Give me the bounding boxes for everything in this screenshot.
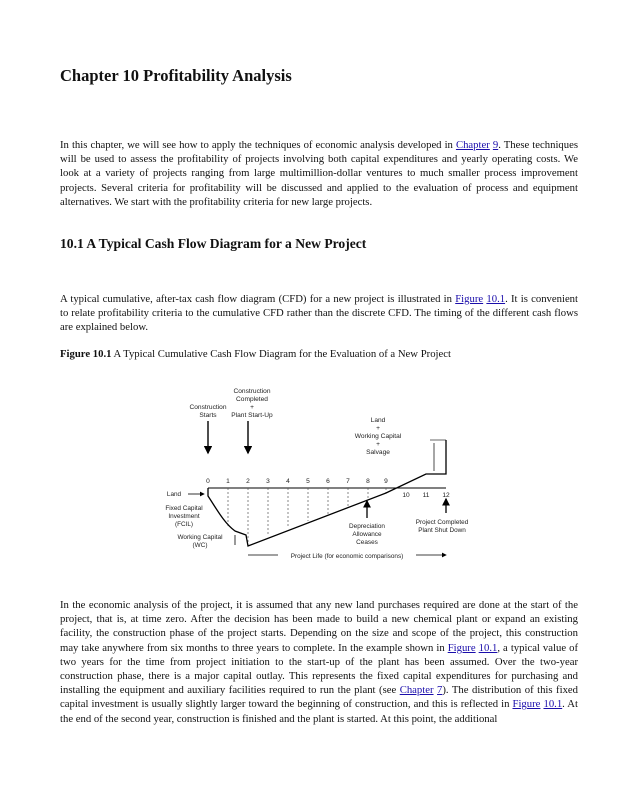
chapter-title: Chapter 10 Profitability Analysis bbox=[60, 66, 292, 85]
salvage-plus-1: + bbox=[376, 425, 380, 432]
body-chapter-number-link[interactable]: 7 bbox=[437, 684, 443, 697]
construction-completed-line-2: Completed bbox=[236, 396, 268, 403]
body-paragraph: In the economic analysis of the project, it is assumed that any new land purchases required are done at the start of the project, that is, at time zero. After the decision has been made to build a new chemical plant or expand an existing facility, the construction phase of the project starts. Depending on the size and scope of the project, this construction may take anywhere from six months to three years to complete. In the example shown in Figure 10.1, a typical value of two years for the time from project initiation to the start-up of the plant has been assumed. Over the two-year construction phase, there is a major capital outlay. This represents the fixed capital expenditures for purchasing and installing the equipment and auxiliary facilities required to run the plant (see Chapter 7). The distribution of this fixed capital investment is usually slightly larger toward the beginning of construction, and this is reflected in Figure 10.1. At the end of the second year, construction is finished and the plant is started. At this point, the additional bbox=[60, 599, 579, 725]
depreciation-line-2: Allowance bbox=[352, 531, 382, 538]
body-figure-link-1[interactable]: Figure bbox=[447, 641, 476, 654]
section-title: 10.1 A Typical Cash Flow Diagram for a New Project bbox=[60, 236, 367, 251]
chapter-9-number-link[interactable]: 9 bbox=[492, 139, 499, 151]
land-label: Land bbox=[166, 491, 182, 498]
tick-label-4: 4 bbox=[286, 478, 290, 485]
wc-line-2: (WC) bbox=[192, 542, 208, 549]
body-figure-link-2[interactable]: Figure bbox=[512, 698, 541, 711]
cash-flow-diagram bbox=[150, 383, 480, 573]
bottom-tick-labels bbox=[402, 492, 450, 499]
intro-text-1: In this chapter, we will see how to apply the techniques of economic analysis developed in bbox=[60, 139, 456, 151]
depreciation-line-1: Depreciation bbox=[349, 523, 385, 530]
project-life-label: Project Life (for economic comparisons) bbox=[290, 553, 404, 560]
tick-label-2: 2 bbox=[246, 478, 250, 485]
tick-label-9: 9 bbox=[384, 478, 388, 485]
depreciation-line-3: Ceases bbox=[356, 539, 378, 546]
body-chapter-link[interactable]: Chapter bbox=[399, 684, 434, 697]
figure-10-1-number-link[interactable]: 10.1 bbox=[486, 293, 506, 305]
project-completed-line-2: Plant Shut Down bbox=[418, 527, 466, 534]
figure-10-1-link[interactable]: Figure bbox=[455, 293, 484, 305]
construction-completed-plus: + bbox=[250, 404, 254, 411]
tick-label-1: 1 bbox=[226, 478, 230, 485]
salvage-line-1: Land bbox=[370, 417, 386, 424]
tick-label-8: 8 bbox=[366, 478, 370, 485]
intro-text-2: . These techniques will be used to assess the profitability of projects involving both capital expenditures and yearly operating costs. We look at a variety of projects ranging from large multimillion-dollar ventures to much smaller process improvement projects. Several criteria for profitability will be discussed and applied to the evaluation of process and equipment alternatives. We start with the profitability criteria for new large projects. bbox=[60, 139, 579, 208]
intro-paragraph bbox=[60, 138, 578, 209]
fci-line-1: Fixed Capital bbox=[165, 505, 203, 512]
section-paragraph: A typical cumulative, after-tax cash flow diagram (CFD) for a new project is illustrated in Figure 10.1. It is convenient to relate profitability criteria to the cumulative CFD rather than the discrete CFD. The timing of the different cash flows are explained below. bbox=[60, 293, 578, 334]
construction-starts-line-2: Starts bbox=[199, 412, 217, 419]
construction-starts-line-1: Construction bbox=[189, 404, 227, 411]
tick-label-11: 11 bbox=[422, 492, 430, 499]
salvage-line-5: Salvage bbox=[366, 449, 390, 456]
tick-label-0: 0 bbox=[206, 478, 210, 485]
construction-completed-line-4: Plant Start-Up bbox=[231, 412, 273, 419]
tick-label-5: 5 bbox=[306, 478, 310, 485]
tick-label-7: 7 bbox=[346, 478, 350, 485]
figure-label: Figure 10.1 bbox=[60, 348, 112, 360]
wc-line-1: Working Capital bbox=[177, 534, 223, 541]
body-figure-number-link-1[interactable]: 10.1 bbox=[478, 641, 498, 654]
fci-line-2: Investment bbox=[168, 513, 200, 520]
cash-flow-diagram-svg bbox=[150, 383, 480, 573]
chapter-9-link[interactable]: Chapter bbox=[455, 139, 490, 151]
tick-label-12: 12 bbox=[442, 492, 450, 499]
cumulative-cash-flow-curve bbox=[208, 440, 446, 546]
top-tick-labels bbox=[206, 478, 388, 485]
body-figure-number-link-2[interactable]: 10.1 bbox=[543, 698, 563, 711]
figure-caption-text: A Typical Cumulative Cash Flow Diagram for the Evaluation of a New Project bbox=[111, 348, 451, 360]
construction-completed-line-1: Construction bbox=[233, 388, 271, 395]
salvage-plus-2: + bbox=[376, 441, 380, 448]
tick-label-10: 10 bbox=[402, 492, 410, 499]
tick-label-6: 6 bbox=[326, 478, 330, 485]
tick-label-3: 3 bbox=[266, 478, 270, 485]
salvage-line-3: Working Capital bbox=[354, 433, 402, 440]
fci-line-3: (FCIL) bbox=[174, 521, 194, 528]
project-completed-line-1: Project Completed bbox=[415, 519, 469, 526]
figure-caption bbox=[60, 348, 451, 360]
